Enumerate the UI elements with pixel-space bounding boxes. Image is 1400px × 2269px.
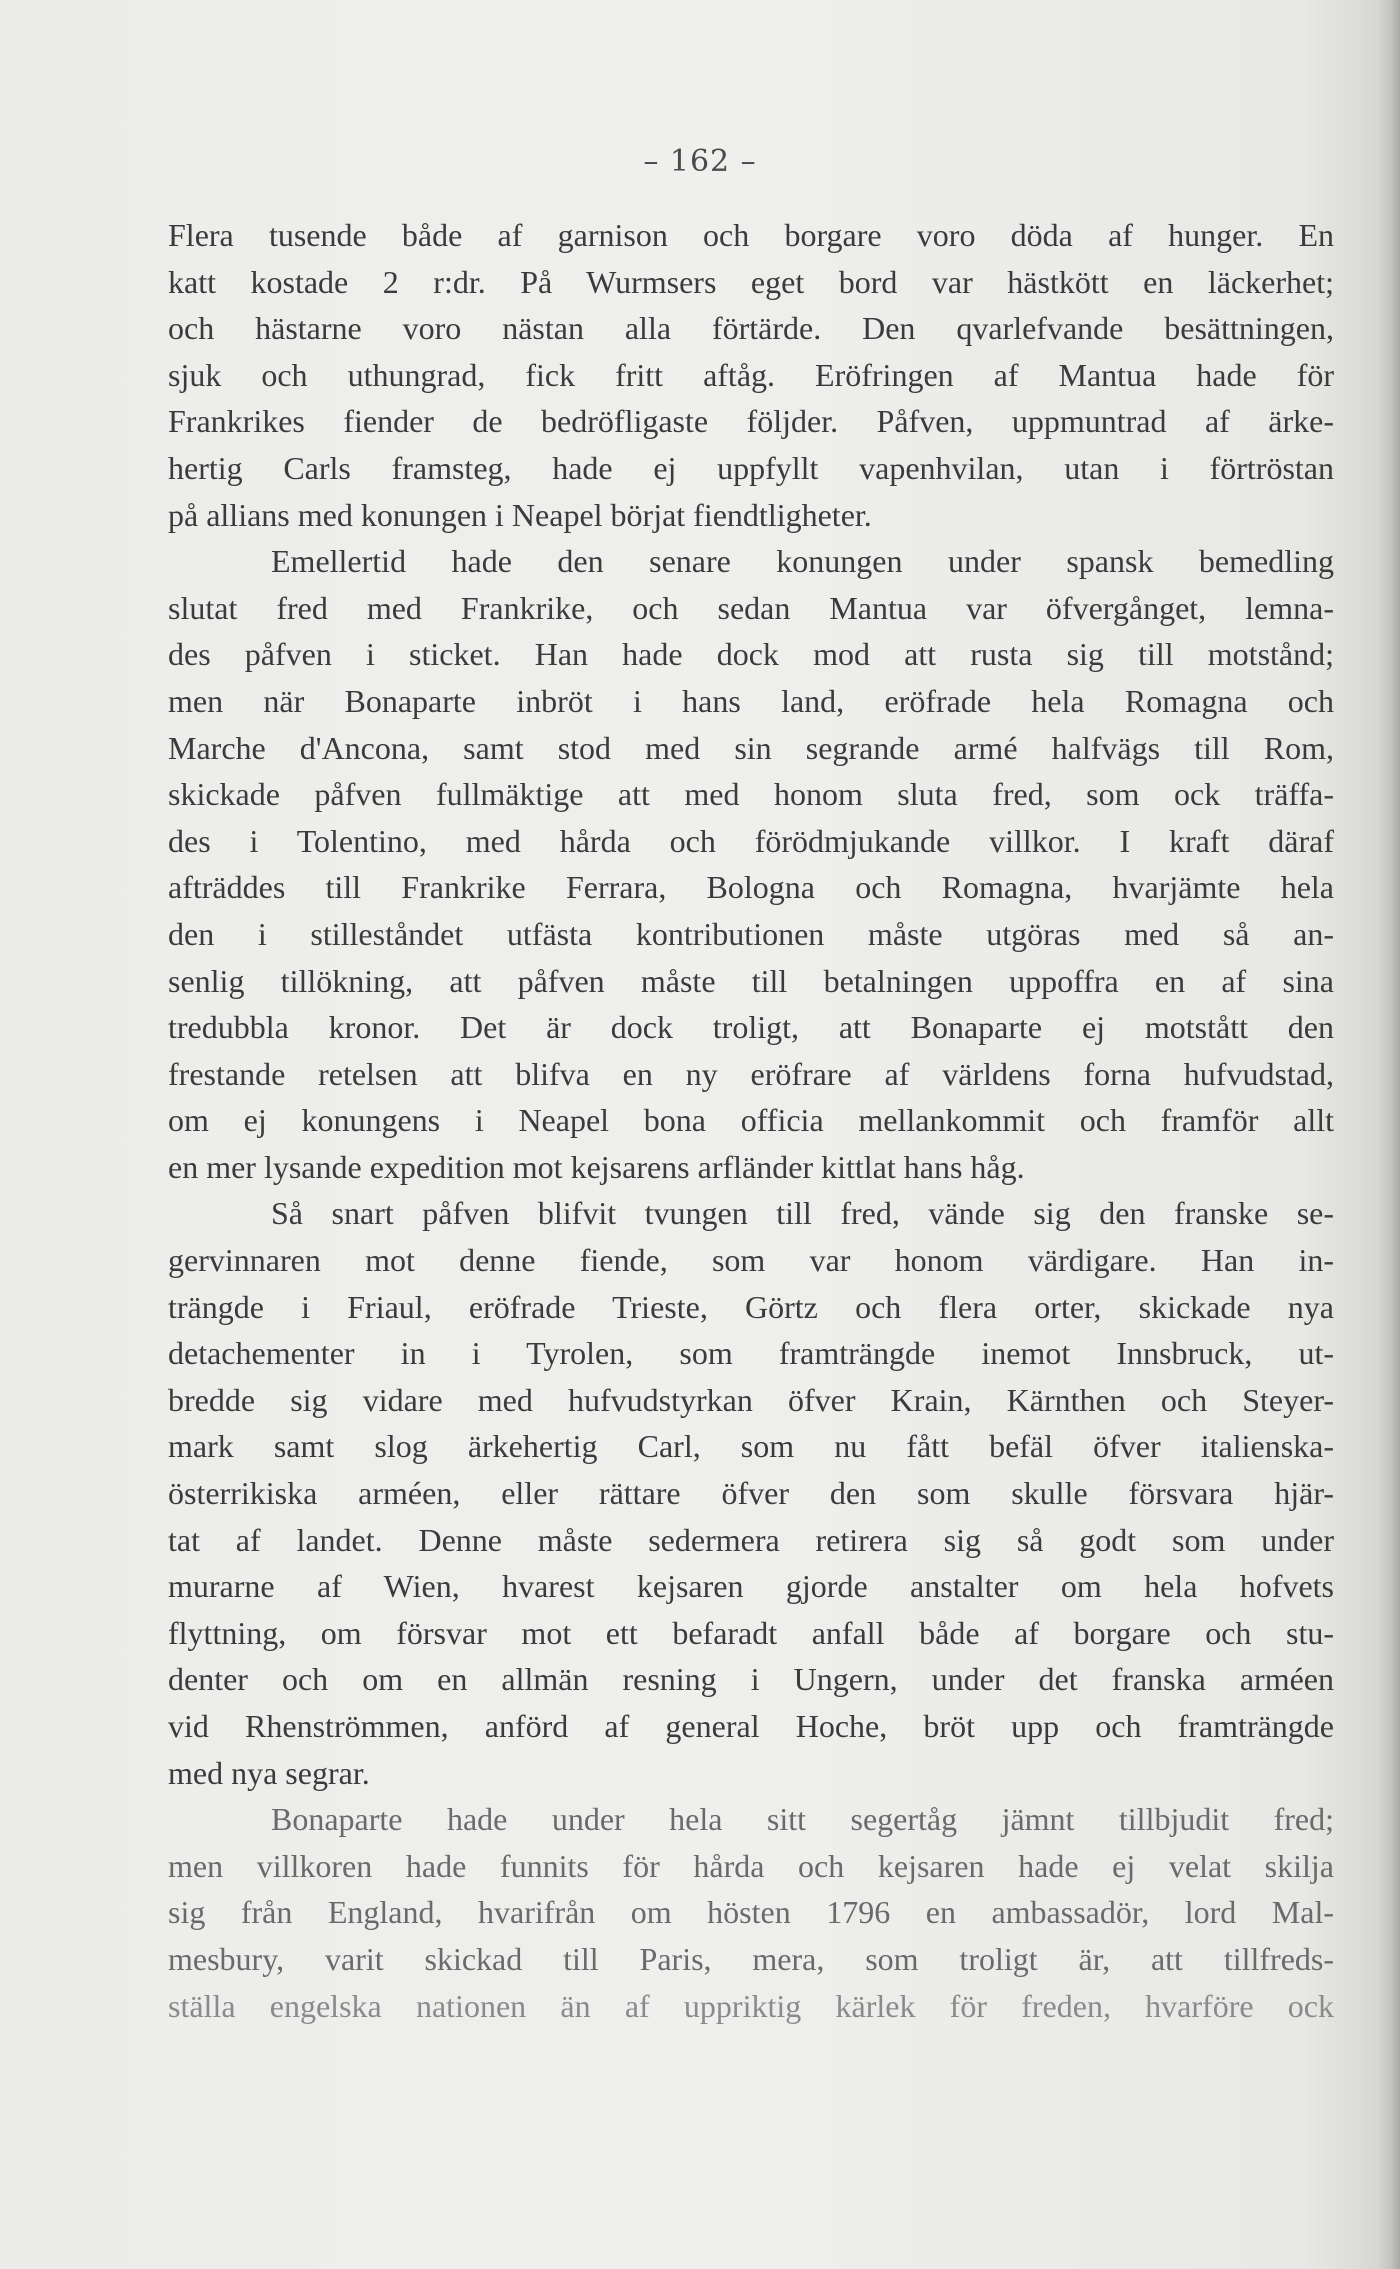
text-line: denter och om en allmän resning i Ungern, under det franska arméen (168, 1661, 1334, 1698)
text-line: men när Bonaparte inbröt i hans land, eröfrade hela Romagna och (168, 682, 1334, 719)
paragraph (168, 538, 1334, 1190)
text-line: sig från England, hvarifrån om hösten 1796 en ambassadör, lord Mal- (168, 1894, 1334, 1931)
text-line: mark samt slog ärkehertig Carl, som nu fått befäl öfver italienska- (168, 1428, 1334, 1465)
text-line: senlig tillökning, att påfven måste till betalningen uppoffra en af sina (168, 962, 1334, 999)
text-line: Flera tusende både af garnison och borgare voro döda af hunger. En (168, 217, 1334, 253)
text-line: mesbury, varit skickad till Paris, mera, som troligt är, att tillfreds- (168, 1940, 1334, 1977)
text-line: Frankrikes fiender de bedröfligaste följder. Påfven, uppmuntrad af ärke- (168, 403, 1334, 440)
text-line: en mer lysande expedition mot kejsarens arfländer kittlat hans håg. (168, 1148, 1025, 1185)
text-line: gervinnaren mot denne fiende, som var honom värdigare. Han in- (168, 1242, 1334, 1279)
paragraph (168, 212, 1334, 538)
text-line: afträddes till Frankrike Ferrara, Bologna och Romagna, hvarjämte hela (168, 869, 1334, 906)
text-line: tat af landet. Denne måste sedermera retirera sig så godt som under (168, 1521, 1334, 1558)
body-text (168, 212, 1334, 2029)
text-line: flyttning, om försvar mot ett befaradt anfall både af borgare och stu- (168, 1614, 1334, 1651)
paragraph (168, 1796, 1334, 2029)
text-line: frestande retelsen att blifva en ny eröfrare af världens forna hufvudstad, (168, 1055, 1334, 1092)
text-line: Så snart påfven blifvit tvungen till fred, vände sig den franske se- (271, 1195, 1334, 1232)
text-line: Bonaparte hade under hela sitt segertåg jämnt tillbjudit fred; (271, 1801, 1334, 1838)
text-line: vid Rhenströmmen, anförd af general Hoche, bröt upp och framträngde (168, 1708, 1334, 1744)
text-line: ställa engelska nationen än af uppriktig kärlek för freden, hvarföre ock (168, 1987, 1334, 2024)
page-edge-shadow (1378, 0, 1400, 2269)
text-line: bredde sig vidare med hufvudstyrkan öfver Krain, Kärnthen och Steyer- (168, 1381, 1334, 1418)
text-line: murarne af Wien, hvarest kejsaren gjorde anstalter om hela hofvets (168, 1568, 1334, 1605)
page-number: – 162 – (643, 144, 757, 179)
text-line: den i stilleståndet utfästa kontributionen måste utgöras med så an- (168, 915, 1334, 952)
text-line: men villkoren hade funnits för hårda och kejsaren hade ej velat skilja (168, 1847, 1334, 1884)
text-line: skickade påfven fullmäktige att med honom sluta fred, som ock träffa- (168, 776, 1334, 813)
text-line: des påfven i sticket. Han hade dock mod att rusta sig till motstånd; (168, 636, 1334, 673)
text-line: på allians med konungen i Neapel börjat fiendtligheter. (168, 496, 872, 533)
text-line: tredubbla kronor. Det är dock troligt, att Bonaparte ej motstått den (168, 1009, 1334, 1046)
text-line: detachementer in i Tyrolen, som framträngde inemot Innsbruck, ut- (168, 1335, 1334, 1372)
text-line: och hästarne voro nästan alla förtärde. Den qvarlefvande besättningen, (168, 310, 1334, 347)
text-line: sjuk och uthungrad, fick fritt aftåg. Eröfringen af Mantua hade för (168, 356, 1334, 393)
text-line: Marche d'Ancona, samt stod med sin segrande armé halfvägs till Rom, (168, 729, 1334, 766)
text-line: österrikiska arméen, eller rättare öfver den som skulle försvara hjär- (168, 1475, 1334, 1512)
text-line: om ej konungens i Neapel bona officia mellankommit och framför allt (168, 1102, 1334, 1139)
text-line: katt kostade 2 r:dr. På Wurmsers eget bord var hästkött en läckerhet; (168, 263, 1334, 300)
paragraph (168, 1190, 1334, 1796)
text-line: hertig Carls framsteg, hade ej uppfyllt vapenhvilan, utan i förtröstan (168, 449, 1334, 486)
text-line: slutat fred med Frankrike, och sedan Mantua var öfvergånget, lemna- (168, 589, 1334, 626)
text-line: des i Tolentino, med hårda och förödmjukande villkor. I kraft däraf (168, 822, 1334, 859)
text-line: med nya segrar. (168, 1754, 370, 1791)
text-line: Emellertid hade den senare konungen under spansk bemedling (271, 543, 1334, 580)
text-line: trängde i Friaul, eröfrade Trieste, Görtz och flera orter, skickade nya (168, 1288, 1334, 1325)
